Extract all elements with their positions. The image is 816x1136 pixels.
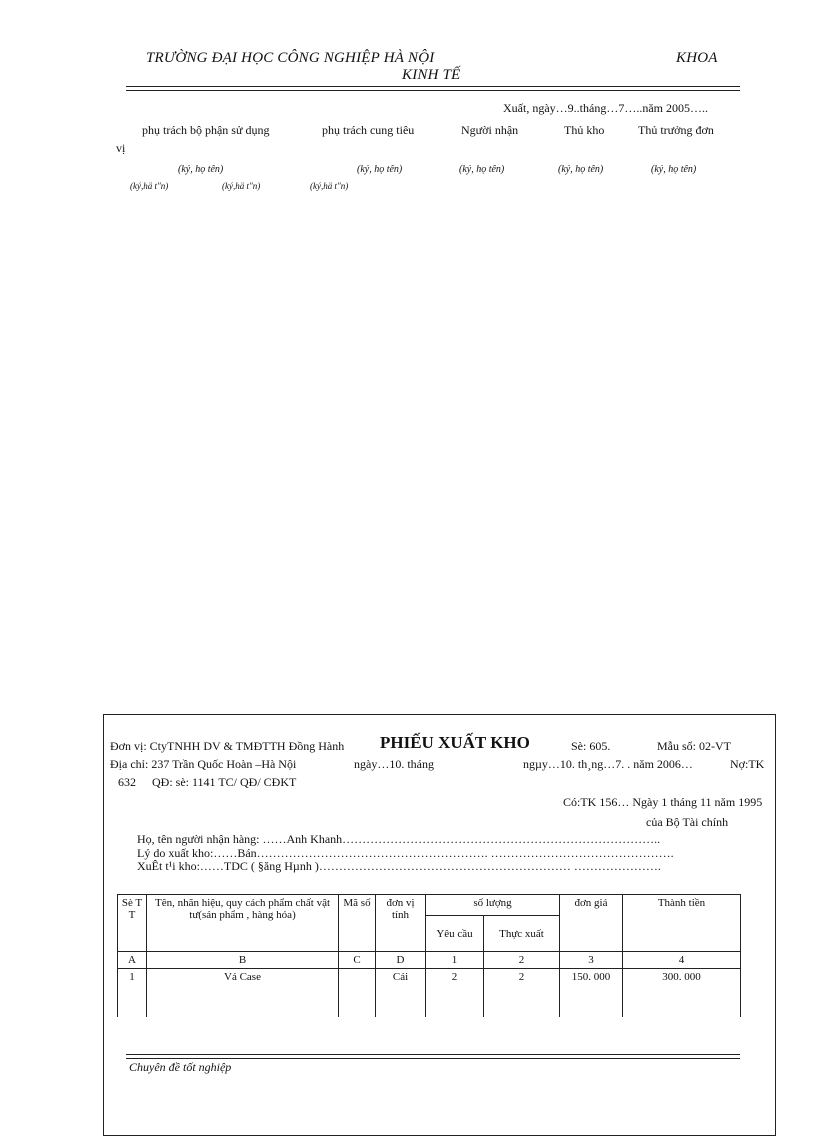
row-stt: 1 [118,969,147,1018]
header-quantity: số lượng [426,895,560,916]
code-4: 4 [623,952,741,969]
header-name: Tên, nhãn hiệu, quy cách phẩm chất vật tư(sản phẩm , hàng hóa) [147,895,339,952]
credit-account: Có:TK 156… Ngày 1 tháng 11 năm 1995 [563,795,763,809]
faculty-label: KHOA [676,50,718,66]
role-storekeeper: Thủ kho [564,123,605,137]
header-divider [126,86,740,91]
sign-note-5: (ký, họ tên) [651,164,697,175]
address-line: Địa chỉ: 237 Trần Quốc Hoàn –Hà Nội [110,757,297,771]
code-a: A [118,952,147,969]
debit-account-number: 632 [118,775,136,789]
code-3: 3 [560,952,623,969]
date-full: ngµy…10. th¸ng…7. . năm 2006… [523,757,693,771]
footer-text: Chuyên đề tốt nghiệp [129,1060,232,1074]
form-title: PHIẾU XUẤT KHO [380,733,530,752]
table-code-row [118,952,741,969]
school-name: TRƯỜNG ĐẠI HỌC CÔNG NGHIỆP HÀ NỘI [146,50,435,66]
warehouse-line: XuÊt t¹i kho:……TDC ( §ăng Hµnh )……………………………………………………… …………………. [137,859,661,873]
header-code: Mã số [339,895,376,952]
role-unit-head-wrap: vị [116,141,126,155]
header-stt: Sè T T [118,895,147,952]
reason-line: Lý do xuất kho:……Bán…………………………………………………. ………………………………………. [137,846,674,860]
sign-note-4: (ký, họ tên) [558,164,604,175]
row-amount: 300. 000 [623,969,741,1018]
template-number: Mẫu số: 02-VT [657,739,731,753]
header-qty-requested: Yêu cầu [426,916,484,952]
table-row [118,969,741,1018]
sign-note-alt-1: (ký,hä t"n) [130,181,169,191]
sign-note-3: (ký, họ tên) [459,164,505,175]
code-b: B [147,952,339,969]
sign-note-2: (ký, họ tên) [357,164,403,175]
decision-number: QĐ: sè: 1141 TC/ QĐ/ CĐKT [152,775,297,789]
role-supply-head: phụ trách cung tiêu [322,123,415,137]
receiver-line: Họ, tên người nhận hàng: ……Anh Khanh…………………………………………………………………….. [137,832,661,846]
date-short: ngày…10. tháng [354,757,434,771]
row-qty-requested: 2 [426,969,484,1018]
code-d: D [376,952,426,969]
row-unit: Cái [376,969,426,1018]
code-c: C [339,952,376,969]
form-number: Sè: 605. [571,739,611,753]
sign-note-1: (ký, họ tên) [178,164,224,175]
sign-note-alt-3: (ký,hä t"n) [310,181,349,191]
goods-table [117,894,741,1017]
department-label: KINH TẾ [402,67,461,83]
table-header-row [118,895,741,916]
footer-divider [126,1054,740,1059]
row-name: Vá Case [147,969,339,1018]
header-unit: đơn vị tính [376,895,426,952]
row-price: 150. 000 [560,969,623,1018]
export-date-line: Xuất, ngày…9..tháng…7…..năm 2005….. [503,101,708,115]
ministry-note: của Bộ Tài chính [646,815,729,829]
role-unit-head: Thủ trưởng đơn [638,123,714,137]
header-amount: Thành tiền [623,895,741,952]
header-qty-actual: Thực xuất [484,916,560,952]
debit-account: Nợ:TK [730,757,765,771]
sign-note-alt-2: (ký,hä t"n) [222,181,261,191]
row-code [339,969,376,1018]
header-price: đơn giá [560,895,623,952]
row-qty-actual: 2 [484,969,560,1018]
unit-line: Đơn vị: CtyTNHH DV & TMĐTTH Đồng Hành [110,739,345,753]
role-receiver: Người nhận [461,123,519,137]
code-2: 2 [484,952,560,969]
role-dept-head: phụ trách bộ phận sử dụng [142,123,270,137]
code-1: 1 [426,952,484,969]
